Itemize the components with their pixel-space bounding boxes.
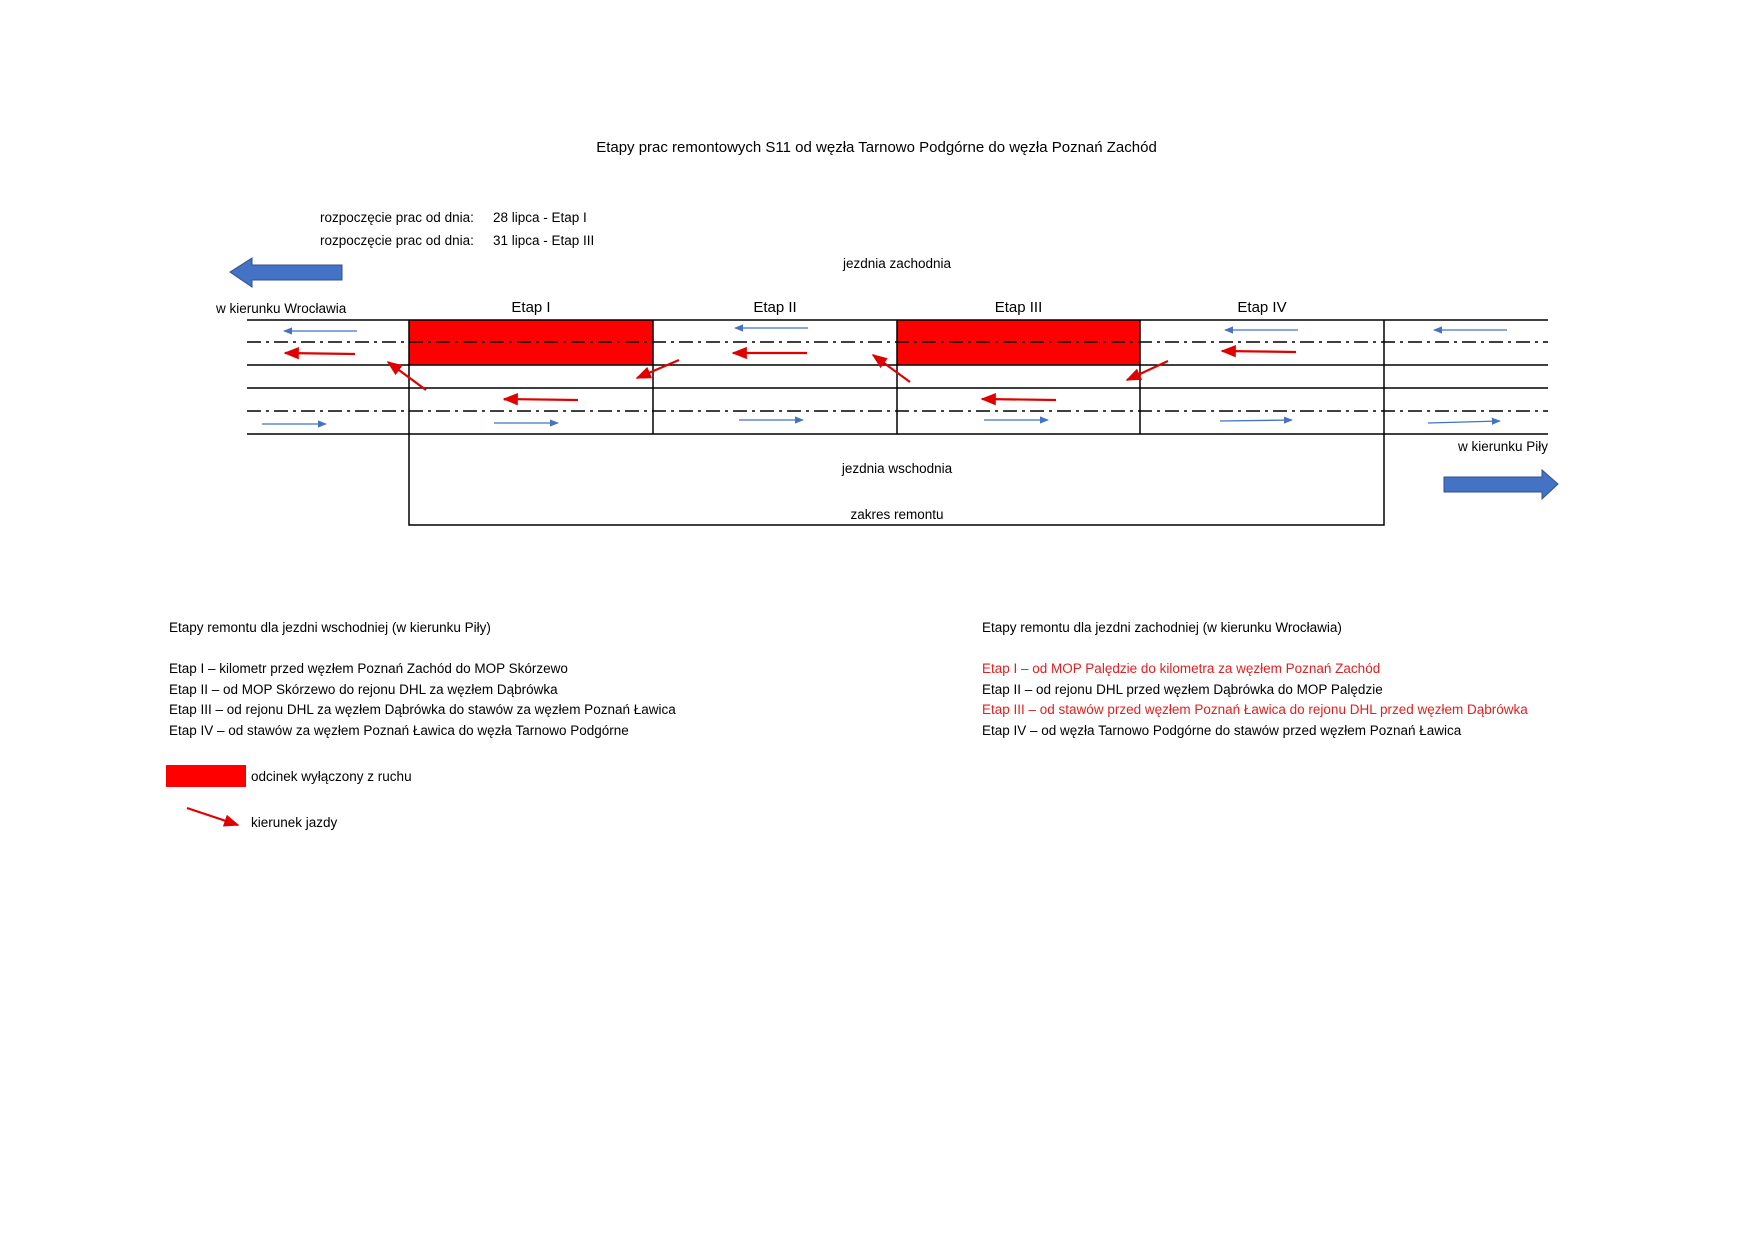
page-title: Etapy prac remontowych S11 od węzła Tarnowo Podgórne do węzła Poznań Zachód [596, 139, 1157, 156]
lane-arrow-blue [1428, 421, 1500, 423]
lane-arrow-red [1222, 351, 1296, 352]
east-section-heading: Etapy remontu dla jezdni wschodniej (w kierunku Piły) [169, 620, 491, 635]
west-carriageway-label: jezdnia zachodnia [842, 256, 952, 271]
schedule-label-1: rozpoczęcie prac od dnia: [320, 210, 474, 225]
legend-closed-swatch [166, 765, 246, 787]
west-section-item-3: Etap III – od stawów przed węzłem Poznań Ławica do rejonu DHL przed węzłem Dąbrówka [982, 702, 1528, 717]
schedule-label-2: rozpoczęcie prac od dnia: [320, 233, 474, 248]
east-lower-lane-arrows [262, 420, 1500, 424]
legend-closed-label: odcinek wyłączony z ruchu [251, 769, 412, 784]
east-section-item-3: Etap III – od rejonu DHL za węzłem Dąbrówka do stawów za węzłem Poznań Ławica [169, 702, 676, 717]
repair-scope-label: zakres remontu [850, 507, 944, 522]
west-section-heading: Etapy remontu dla jezdni zachodniej (w kierunku Wrocławia) [982, 620, 1342, 635]
east-section-item-2: Etap II – od MOP Skórzewo do rejonu DHL za węzłem Dąbrówka [169, 682, 558, 697]
legend-direction-arrow [187, 808, 238, 825]
stage-label-etap-2: Etap II [753, 299, 797, 316]
legend-direction-label: kierunek jazdy [251, 815, 338, 830]
direction-left-big-arrow [230, 258, 342, 287]
stage-label-etap-1: Etap I [511, 299, 551, 316]
west-section-item-4: Etap IV – od węzła Tarnowo Podgórne do stawów przed węzłem Poznań Ławica [982, 723, 1462, 738]
lane-arrow-red [504, 399, 578, 400]
direction-right-big-arrow [1444, 470, 1558, 499]
east-upper-lane-arrows [504, 399, 1056, 400]
schedule-value-1: 28 lipca - Etap I [493, 210, 587, 225]
stage-label-etap-4: Etap IV [1237, 299, 1287, 316]
west-section-item-2: Etap II – od rejonu DHL przed węzłem Dąbrówka do MOP Palędzie [982, 682, 1383, 697]
schedule-value-2: 31 lipca - Etap III [493, 233, 595, 248]
east-section-item-4: Etap IV – od stawów za węzłem Poznań Ławica do węzła Tarnowo Podgórne [169, 723, 629, 738]
stage-label-etap-3: Etap III [994, 299, 1043, 316]
east-carriageway-label: jezdnia wschodnia [841, 461, 953, 476]
lane-arrow-red [285, 353, 355, 354]
east-section-item-1: Etap I – kilometr przed węzłem Poznań Zachód do MOP Skórzewo [169, 661, 568, 676]
direction-right-label: w kierunku Piły [1458, 439, 1549, 454]
lane-arrow-red [982, 399, 1056, 400]
west-section-item-1: Etap I – od MOP Palędzie do kilometra za węzłem Poznań Zachód [982, 661, 1381, 676]
lane-arrow-blue [1220, 420, 1292, 421]
direction-left-label: w kierunku Wrocławia [216, 301, 347, 316]
crossover-arrow [388, 362, 426, 390]
